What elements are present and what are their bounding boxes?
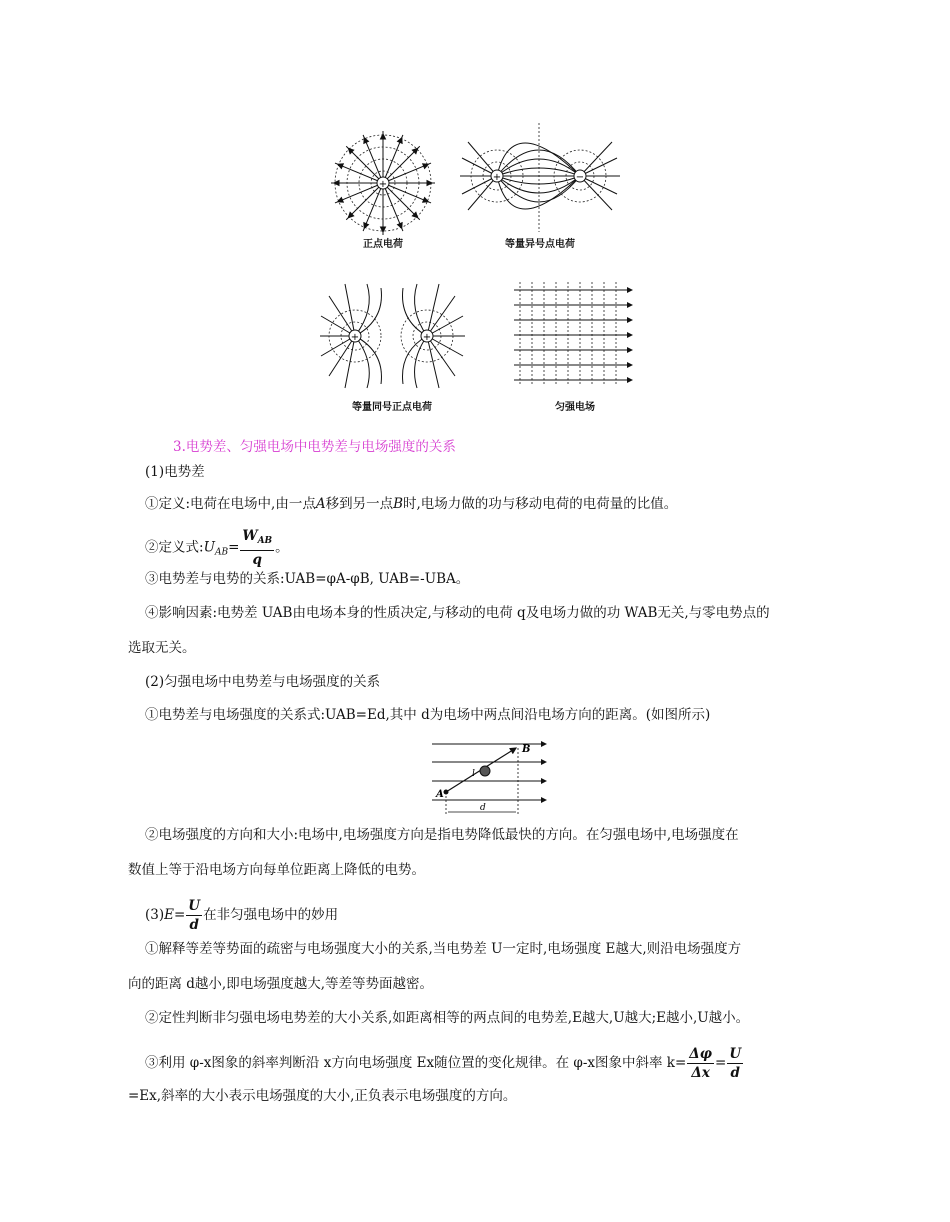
p1-item2-suffix: 。 — [275, 539, 289, 556]
like-charge-right-sign: + — [422, 332, 432, 343]
u-over-d-numerator: U — [188, 898, 201, 914]
uniform-field-caption: 匀强电场 — [555, 402, 595, 413]
u-over-d-fraction — [186, 897, 202, 934]
field-arrow — [338, 198, 344, 203]
p3-item1-line1: ①解释等差等势面的疏密与电场强度大小的关系,当电势差 U一定时,电场强度 E越大,则沿电场强度方 — [145, 941, 742, 957]
slope-fraction — [687, 1045, 714, 1082]
equals-sign: = — [228, 539, 240, 556]
p2-item1: ①电势差与电场强度的关系式:UAB=Ed,其中 d为电场中两点间沿电场方向的距离。(如图所示) — [145, 707, 711, 723]
slope-equals: = — [715, 1055, 727, 1071]
fraction-numerator: W — [242, 528, 258, 544]
p3-title-e: E= — [164, 907, 186, 923]
opposite-charges-caption: 等量异号点电荷 — [505, 239, 575, 250]
p3-item3-line1 — [145, 1043, 744, 1083]
u-over-d-fraction-2 — [727, 1045, 743, 1082]
wab-over-q-fraction — [240, 527, 274, 569]
u-over-d-2-denominator: d — [730, 1065, 740, 1081]
point-a: A — [315, 496, 326, 512]
uniform-field-figure — [512, 280, 637, 388]
p2-item2-line1: ②电场强度的方向和大小:电场中,电场强度方向是指电势降低最快的方向。在匀强电场中,电场强度在 — [145, 827, 739, 843]
ab-diagram-svg — [430, 738, 550, 820]
slope-numerator: Δφ — [689, 1046, 712, 1062]
field-arrow — [398, 223, 403, 229]
p1-item3 — [145, 569, 469, 589]
field-arrow — [398, 138, 403, 144]
p1-item3-prefix: ③电势差与电势的关系: — [145, 571, 285, 587]
section-heading: 3.电势差、匀强电场中电势差与电场强度的关系 — [173, 439, 456, 455]
p1-title: (1)电势差 — [145, 464, 205, 480]
p3-title-suffix: 在非匀强电场中的妙用 — [203, 907, 339, 923]
p1-item1-prefix: ①定义:电荷在电场中,由一点 — [145, 496, 316, 512]
positive-charge-svg — [328, 128, 438, 238]
opposite-charges-figure — [452, 120, 627, 235]
u-symbol: U — [203, 539, 215, 556]
field-arrow — [364, 223, 369, 229]
numerator-subscript: AB — [257, 536, 273, 546]
like-charge-left-sign: + — [350, 332, 360, 343]
label-b: B — [522, 744, 531, 755]
p1-item2 — [145, 527, 289, 573]
p2-title: (2)匀强电场中电势差与电场强度的关系 — [145, 674, 381, 690]
positive-charge-caption: 正点电荷 — [363, 239, 403, 250]
potential-formula: UAB=φA-φB, UAB=-UBA。 — [284, 571, 470, 587]
p1-item1-suffix: 时,电场力做的功与移动电荷的电荷量的比值。 — [403, 496, 678, 512]
p3-title-prefix: (3) — [145, 907, 165, 923]
like-charges-caption: 等量同号正点电荷 — [352, 402, 432, 413]
field-arrow — [364, 138, 369, 144]
opposite-charge-plus: + — [492, 172, 502, 183]
p3-item2: ②定性判断非匀强电场电势差的大小关系,如距离相等的两点间的电势差,E越大,U越大;E越小,U越小。 — [145, 1010, 750, 1026]
u-subscript: AB — [214, 547, 229, 558]
uniform-field-svg — [512, 280, 637, 388]
p1-item2-prefix: ②定义式: — [145, 539, 204, 556]
p1-item4-line1: ④影响因素:电势差 UAB由电场本身的性质决定,与移动的电荷 q及电场力做的功 WAB无关,与零电势点的 — [145, 605, 770, 621]
opposite-charges-svg — [452, 120, 627, 235]
field-arrow — [423, 198, 429, 203]
point-b: B — [393, 496, 404, 512]
field-arrow — [338, 164, 344, 169]
p3-title — [145, 895, 338, 935]
p3-item3-line2: =Ex,斜率的大小表示电场强度的大小,正负表示电场强度的方向。 — [128, 1088, 517, 1104]
positive-charge-sign: + — [378, 179, 388, 190]
p1-item4-line2: 选取无关。 — [128, 640, 196, 656]
p2-item2-line2: 数值上等于沿电场方向每单位距离上降低的电势。 — [128, 862, 425, 878]
field-arrow — [423, 164, 429, 169]
label-d: d — [480, 803, 486, 813]
like-charges-svg — [315, 280, 470, 392]
u-over-d-2-numerator: U — [729, 1046, 742, 1062]
label-l: l — [472, 769, 475, 779]
positive-charge-figure — [328, 128, 438, 238]
slope-denominator: Δx — [691, 1065, 710, 1081]
p1-item1 — [145, 494, 677, 514]
p3-item1-line2: 向的距离 d越小,即电场强度越大,等差等势面越密。 — [128, 976, 434, 992]
fraction-denominator: q — [252, 552, 262, 568]
u-over-d-denominator: d — [189, 917, 199, 933]
p1-item1-mid: 移到另一点 — [325, 496, 394, 512]
label-a: A — [436, 789, 444, 800]
opposite-charge-minus: − — [575, 172, 585, 183]
p3-item3-prefix: ③利用 φ-x图象的斜率判断沿 x方向电场强度 Ex随位置的变化规律。在 φ-x图象中斜率 k= — [145, 1055, 687, 1071]
like-charges-figure — [315, 280, 470, 392]
ab-diagram — [430, 738, 550, 820]
